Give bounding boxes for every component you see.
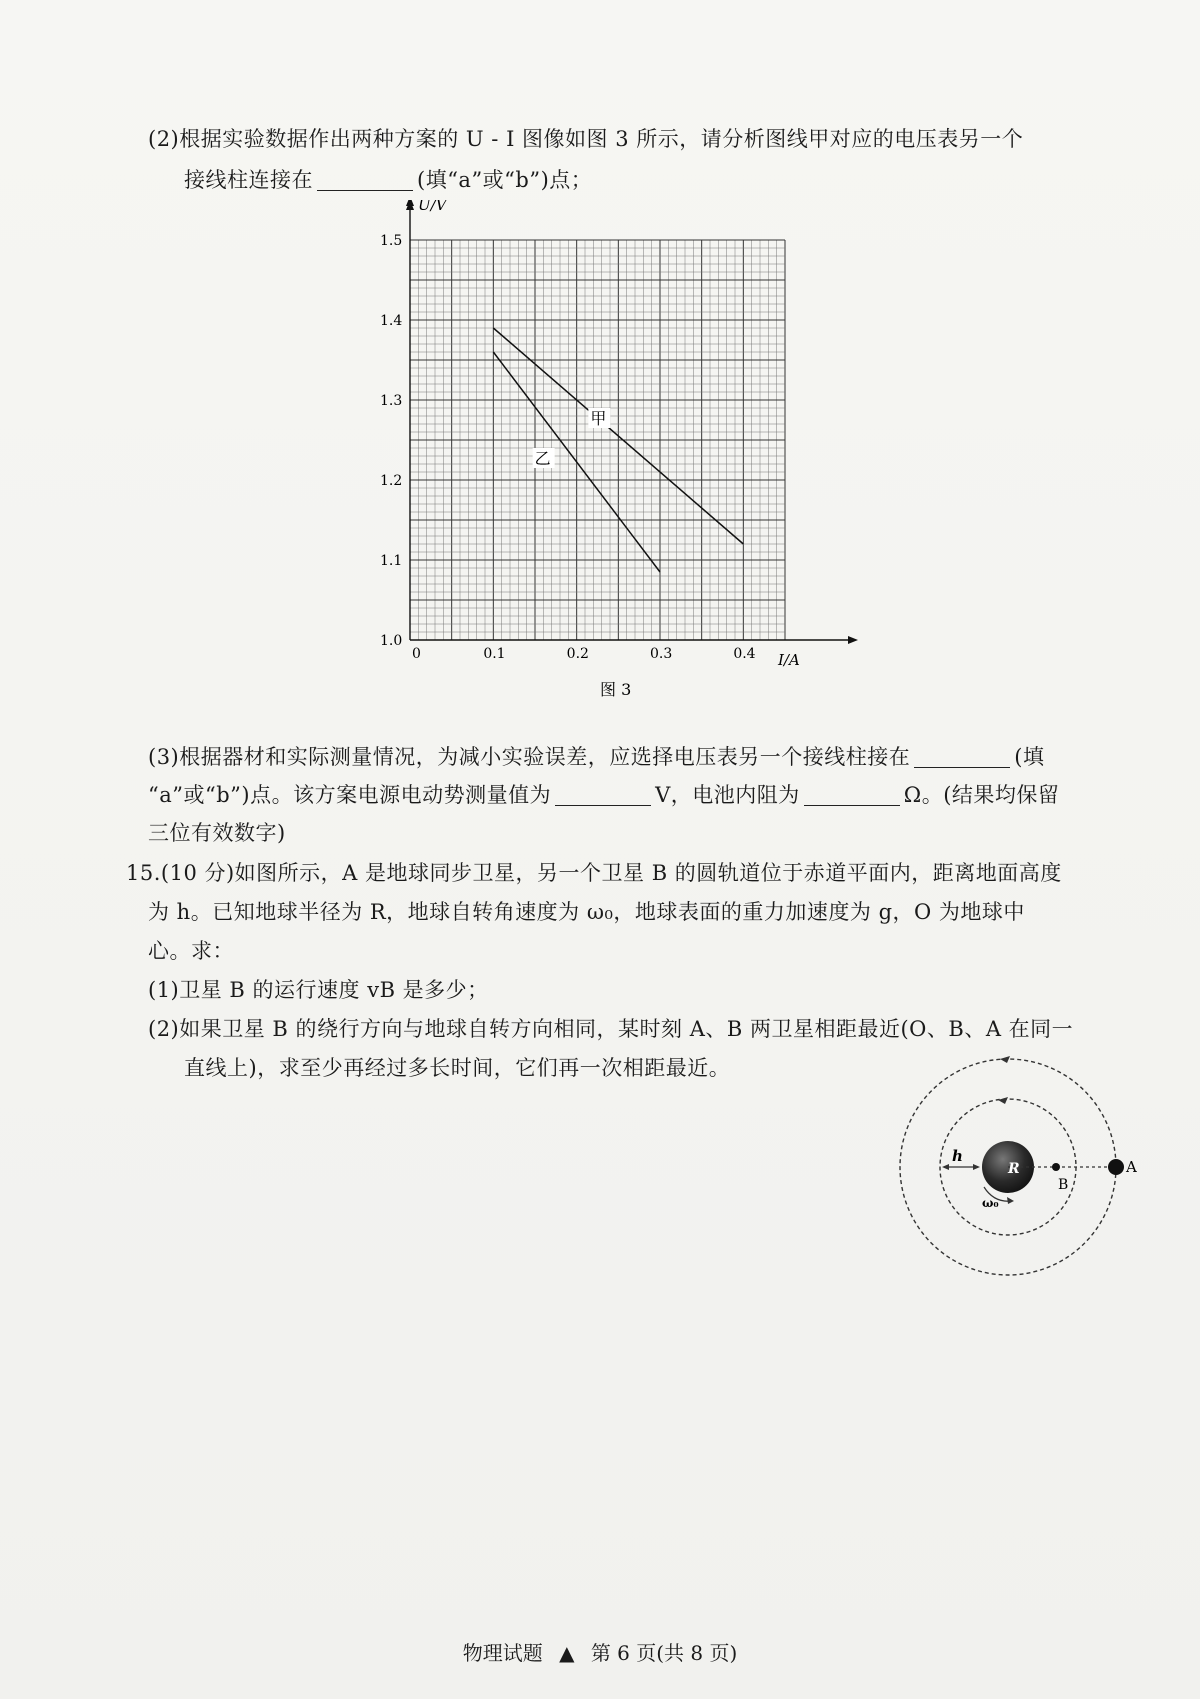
- y-tick-label: 1.0: [380, 633, 403, 649]
- satellite-a-icon: [1108, 1159, 1124, 1175]
- x-tick-label: 0.1: [483, 646, 506, 662]
- q14-part3-line1-post: (填: [1014, 745, 1045, 769]
- q14-part3-line2-a: “a”或“b”)点。该方案电源电动势测量值为: [148, 783, 552, 807]
- chart-grid: [410, 240, 785, 640]
- q14-part3-line2-c: Ω。(结果均保留: [903, 783, 1060, 807]
- label-w0: ω₀: [982, 1196, 999, 1210]
- footer-subject: 物理试题: [462, 1641, 543, 1665]
- q14-part2-line2-post: (填“a”或“b”)点；: [417, 168, 593, 192]
- h-arrow-head-right: [973, 1164, 980, 1170]
- chart-axes: [406, 200, 858, 644]
- q15-sub2-line2: 直线上)，求至少再经过多长时间，它们再一次相距最近。: [184, 1056, 731, 1080]
- figure-caption: 图 3: [600, 680, 632, 699]
- label-h: h: [952, 1147, 963, 1165]
- series-label-yi: 乙: [534, 449, 551, 468]
- x-axis-label: I/A: [778, 651, 800, 669]
- q14-part3-line2: [148, 780, 1059, 810]
- q14-part3-line3: 三位有效数字): [148, 821, 286, 845]
- y-tick-label: 1.3: [380, 393, 403, 409]
- q15-line2: 为 h。已知地球半径为 R，地球自转角速度为 ω₀，地球表面的重力加速度为 g，O 为地球中: [148, 900, 1025, 924]
- y-tick-label: 1.1: [380, 553, 403, 569]
- orbit-figure: [880, 1045, 1140, 1285]
- q14-part2-line2: [184, 165, 592, 195]
- y-tick-label: 1.2: [380, 473, 403, 489]
- answer-blank-2[interactable]: [914, 745, 1010, 768]
- q14-part2-line2-pre: 接线柱连接在: [184, 168, 313, 192]
- q14-part3-line2-b: V，电池内阻为: [655, 783, 800, 807]
- q15-sub1: (1)卫星 B 的运行速度 vB 是多少；: [148, 978, 489, 1002]
- y-tick-label: 1.5: [380, 233, 403, 249]
- q14-part3-line1: [148, 742, 1044, 772]
- answer-blank-3[interactable]: [555, 783, 651, 806]
- label-b: B: [1058, 1177, 1069, 1193]
- q14-part2-line1: (2)根据实验数据作出两种方案的 U - I 图像如图 3 所示，请分析图线甲对应的电压表另一个: [148, 127, 1024, 151]
- page-footer: [0, 1637, 1200, 1666]
- footer-page-number: 第 6 页(共 8 页): [590, 1641, 738, 1665]
- satellite-b-icon: [1052, 1163, 1060, 1171]
- series-label-jia: 甲: [590, 409, 607, 428]
- x-tick-label: 0.4: [733, 646, 756, 662]
- h-arrow-head-left: [942, 1164, 949, 1170]
- answer-blank-4[interactable]: [804, 783, 900, 806]
- label-r: R: [1008, 1161, 1020, 1177]
- q15-line1: 15.(10 分)如图所示，A 是地球同步卫星，另一个卫星 B 的圆轨道位于赤道平面内，距离地面高度: [126, 861, 1062, 885]
- footer-triangle: ▲: [559, 1641, 575, 1665]
- y-tick-label: 1.4: [380, 313, 403, 329]
- rotation-arrow-head: [1007, 1197, 1014, 1204]
- u-i-chart: [380, 200, 880, 700]
- q14-part3-line1-pre: (3)根据器材和实际测量情况，为减小实验误差，应选择电压表另一个接线柱接在: [148, 745, 911, 769]
- x-tick-label: 0.2: [566, 646, 589, 662]
- x-axis-arrow-icon: [848, 636, 858, 644]
- orbit-b-arrow-icon: [998, 1097, 1008, 1104]
- q15-line3: 心。求：: [148, 939, 234, 963]
- q15-sub2-line1: (2)如果卫星 B 的绕行方向与地球自转方向相同，某时刻 A、B 两卫星相距最近(O、B、A 在同一: [148, 1017, 1074, 1041]
- x-tick-label: 0: [412, 646, 421, 662]
- orbit-a-arrow-icon: [1000, 1056, 1010, 1063]
- x-tick-label: 0.3: [650, 646, 673, 662]
- y-axis-label: U/V: [418, 200, 447, 214]
- answer-blank-1[interactable]: [317, 168, 413, 191]
- label-a: A: [1126, 1158, 1137, 1176]
